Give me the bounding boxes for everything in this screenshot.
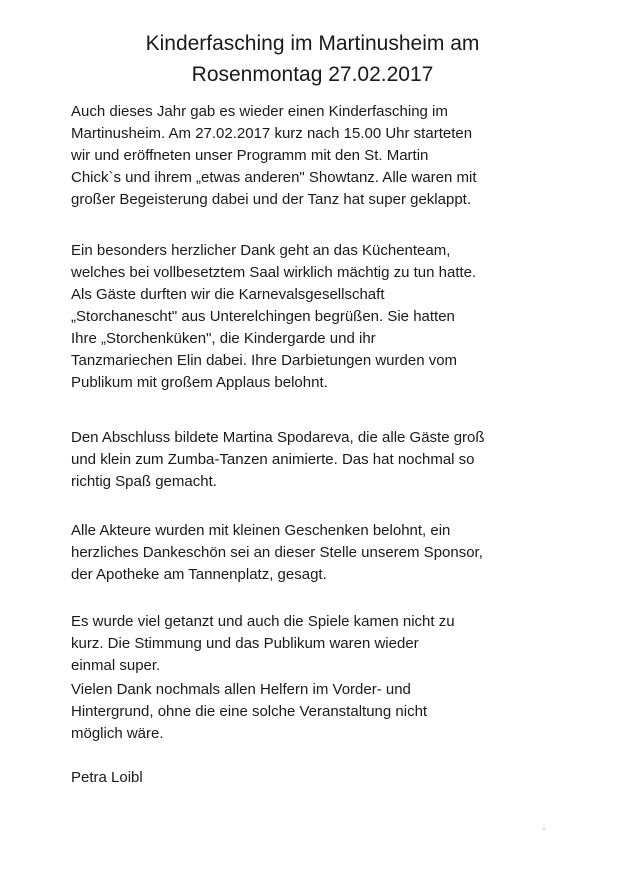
- paragraph-intro: [71, 101, 611, 211]
- text-line: Als Gäste durften wir die Karnevalsgesellschaft: [71, 286, 385, 303]
- paragraph-sponsor: [71, 520, 611, 586]
- paragraph-thanks-kitchen: [71, 240, 611, 394]
- signature: Petra Loibl: [71, 769, 143, 786]
- text-line: und klein zum Zumba-Tanzen animierte. Das hat nochmal so: [71, 451, 475, 468]
- text-line: Alle Akteure wurden mit kleinen Geschenken belohnt, ein: [71, 522, 451, 539]
- text-line: Martinusheim. Am 27.02.2017 kurz nach 15.00 Uhr starteten: [71, 125, 473, 142]
- document-title: [40, 28, 585, 90]
- text-line: Den Abschluss bildete Martina Spodareva, die alle Gäste groß: [71, 429, 485, 446]
- title-line: Kinderfasching im Martinusheim am: [145, 32, 480, 55]
- text-line: Auch dieses Jahr gab es wieder einen Kinderfasching im: [71, 103, 448, 120]
- text-line: herzliches Dankeschön sei an dieser Stelle unserem Sponsor,: [71, 544, 483, 561]
- text-line: wir und eröffneten unser Programm mit den St. Martin: [71, 147, 429, 164]
- text-line: Publikum mit großem Applaus belohnt.: [71, 374, 328, 391]
- text-line: Chick`s und ihrem „etwas anderen" Showtanz. Alle waren mit: [71, 169, 477, 186]
- text-line: Tanzmariechen Elin dabei. Ihre Darbietungen wurden vom: [71, 352, 458, 369]
- text-line: Hintergrund, ohne die eine solche Veranstaltung nicht: [71, 703, 428, 720]
- text-line: möglich wäre.: [71, 725, 164, 742]
- text-line: der Apotheke am Tannenplatz, gesagt.: [71, 566, 327, 583]
- text-line: einmal super.: [71, 657, 161, 674]
- text-line: „Storchanescht" aus Unterelchingen begrüßen. Sie hatten: [71, 308, 455, 325]
- title-line: Rosenmontag 27.02.2017: [191, 63, 434, 86]
- paragraph-atmosphere: [71, 611, 611, 677]
- text-line: richtig Spaß gemacht.: [71, 473, 217, 490]
- text-line: Vielen Dank nochmals allen Helfern im Vorder- und: [71, 681, 411, 698]
- text-line: welches bei vollbesetztem Saal wirklich mächtig zu tun hatte.: [71, 264, 477, 281]
- text-line: Ihre „Storchenküken", die Kindergarde und ihr: [71, 330, 376, 347]
- paragraph-helpers: [71, 679, 611, 745]
- paragraph-closing-act: [71, 427, 611, 493]
- text-line: Es wurde viel getanzt und auch die Spiele kamen nicht zu: [71, 613, 455, 630]
- text-line: kurz. Die Stimmung und das Publikum waren wieder: [71, 635, 419, 652]
- text-line: Ein besonders herzlicher Dank geht an das Küchenteam,: [71, 242, 451, 259]
- scan-speck: [543, 828, 545, 830]
- text-line: großer Begeisterung dabei und der Tanz hat super geklappt.: [71, 191, 471, 208]
